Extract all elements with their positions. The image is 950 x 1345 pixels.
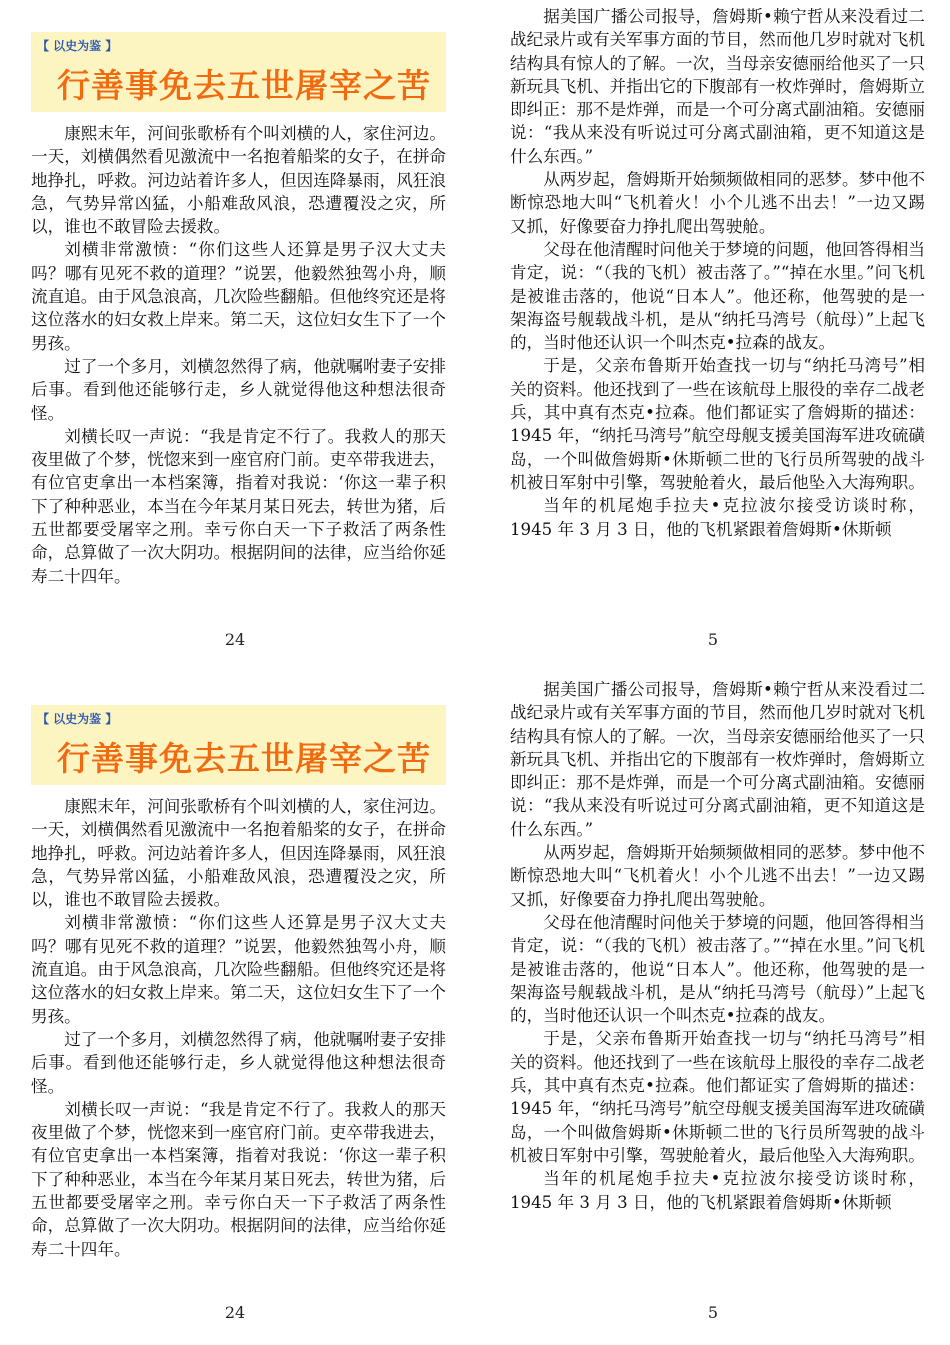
paragraph: 当年的机尾炮手拉夫•克拉波尔接受访谈时称，1945 年 3 月 3 日，他的飞机紧跟着詹姆斯•休斯顿 (510, 496, 925, 539)
paragraph: 过了一个多月，刘横忽然得了病，他就嘱咐妻子安排后事。看到他还能够行走，乡人就觉得他这种想法很奇怪。 (31, 356, 446, 423)
article-title: 行善事免去五世屠宰之苦 (57, 739, 431, 778)
article-body (510, 673, 925, 1214)
page-number-left: 24 (224, 1303, 246, 1322)
page-spread-top (0, 0, 950, 672)
section-tag: 【 以史为鉴 】 (37, 39, 118, 53)
paragraph: 康熙末年，河间张歌桥有个叫刘横的人，家住河边。一天，刘横偶然看见激流中一名抱着船桨的女子，在拼命地挣扎，呼救。河边站着许多人，但因连降暴雨，风狂浪急，气势异常凶猛，小船难敌风浪，恐遭覆没之灾，所以，谁也不敢冒险去援救。 (31, 797, 446, 910)
paragraph: 据美国广播公司报导，詹姆斯•赖宁哲从来没看过二战纪录片或有关军事方面的节目，然而他几岁时就对飞机结构具有惊人的了解。一次，当母亲安德丽给他买了一只新玩具飞机、并指出它的下腹部有一枚炸弹时，詹姆斯立即纠正：那不是炸弹，而是一个可分离式副油箱。安德丽说：“我从来没有听说过可分离式副油箱，更不知道这是什么东西。” (510, 7, 925, 166)
paragraph: 过了一个多月，刘横忽然得了病，他就嘱咐妻子安排后事。看到他还能够行走，乡人就觉得他这种想法很奇怪。 (31, 1029, 446, 1096)
paragraph: 康熙末年，河间张歌桥有个叫刘横的人，家住河边。一天，刘横偶然看见激流中一名抱着船桨的女子，在拼命地挣扎，呼救。河边站着许多人，但因连降暴雨，风狂浪急，气势异常凶猛，小船难敌风浪，恐遭覆没之灾，所以，谁也不敢冒险去援救。 (31, 124, 446, 237)
paragraph: 父母在他清醒时问他关于梦境的问题，他回答得相当肯定，说：“（我的飞机）被击落了。”“掉在水里。”问飞机是被谁击落的，他说“日本人”。他还称，他驾驶的是一架海盗号舰载战斗机，是从“纳托马湾号（航母）”上起飞的，当时他还认识一个叫杰克•拉森的战友。 (510, 239, 925, 353)
paragraph: 刘横非常激愤：“你们这些人还算是男子汉大丈夫吗？哪有见死不救的道理？”说罢，他毅然独驾小舟，顺流直追。由于风急浪高，几次险些翻船。但他终究还是将这位落水的妇女救上岸来。第二天，这位妇女生下了一个男孩。 (31, 240, 446, 353)
left-page (31, 0, 446, 588)
article-header (31, 705, 446, 785)
article-body (31, 795, 446, 1261)
page-number-right: 5 (707, 630, 719, 649)
page-spread-bottom (0, 673, 950, 1345)
paragraph: 当年的机尾炮手拉夫•克拉波尔接受访谈时称，1945 年 3 月 3 日，他的飞机紧跟着詹姆斯•休斯顿 (510, 1169, 925, 1212)
paragraph: 刘横长叹一声说：“我是肯定不行了。我救人的那天夜里做了个梦，恍惚来到一座官府门前。吏卒带我进去，有位官吏拿出一本档案簿，指着对我说：‘你这一辈子积下了种种恶业，本当在今年某月某日死去，转世为猪，后五世都要受屠宰之刑。幸亏你白天一下子救活了两条性命，总算做了一次大阴功。根据阴间的法律，应当给你延寿二十四年。 (31, 1099, 446, 1259)
page-number-left: 24 (224, 630, 246, 649)
article-body (510, 0, 925, 541)
paragraph: 据美国广播公司报导，詹姆斯•赖宁哲从来没看过二战纪录片或有关军事方面的节目，然而他几岁时就对飞机结构具有惊人的了解。一次，当母亲安德丽给他买了一只新玩具飞机、并指出它的下腹部有一枚炸弹时，詹姆斯立即纠正：那不是炸弹，而是一个可分离式副油箱。安德丽说：“我从来没有听说过可分离式副油箱，更不知道这是什么东西。” (510, 680, 925, 839)
section-tag: 【 以史为鉴 】 (37, 712, 118, 726)
article-body (31, 122, 446, 588)
paragraph: 刘横长叹一声说：“我是肯定不行了。我救人的那天夜里做了个梦，恍惚来到一座官府门前。吏卒带我进去，有位官吏拿出一本档案簿，指着对我说：‘你这一辈子积下了种种恶业，本当在今年某月某日死去，转世为猪，后五世都要受屠宰之刑。幸亏你白天一下子救活了两条性命，总算做了一次大阴功。根据阴间的法律，应当给你延寿二十四年。 (31, 426, 446, 586)
paragraph: 父母在他清醒时问他关于梦境的问题，他回答得相当肯定，说：“（我的飞机）被击落了。”“掉在水里。”问飞机是被谁击落的，他说“日本人”。他还称，他驾驶的是一架海盗号舰载战斗机，是从“纳托马湾号（航母）”上起飞的，当时他还认识一个叫杰克•拉森的战友。 (510, 912, 925, 1026)
paragraph: 从两岁起，詹姆斯开始频频做相同的恶梦。梦中他不断惊恐地大叫“飞机着火！小个儿逃不出去！”一边又踢又抓，好像要奋力挣扎爬出驾驶舱。 (510, 170, 925, 236)
article-title: 行善事免去五世屠宰之苦 (57, 66, 431, 105)
paragraph: 从两岁起，詹姆斯开始频频做相同的恶梦。梦中他不断惊恐地大叫“飞机着火！小个儿逃不出去！”一边又踢又抓，好像要奋力挣扎爬出驾驶舱。 (510, 843, 925, 909)
page-number-right: 5 (707, 1303, 719, 1322)
article-header (31, 32, 446, 112)
paragraph: 于是，父亲布鲁斯开始查找一切与“纳托马湾号”相关的资料。他还找到了一些在该航母上服役的幸存二战老兵，其中真有杰克•拉森。他们都证实了詹姆斯的描述：1945 年，“纳托马湾号”航空母舰支援美国海军进攻硫磺岛，一个叫做詹姆斯•休斯顿二世的飞行员所驾驶的战斗机被日军射中引擎，驾驶舱着火，最后他坠入大海殉职。 (510, 1029, 925, 1165)
right-page (510, 673, 925, 1214)
paragraph: 刘横非常激愤：“你们这些人还算是男子汉大丈夫吗？哪有见死不救的道理？”说罢，他毅然独驾小舟，顺流直追。由于风急浪高，几次险些翻船。但他终究还是将这位落水的妇女救上岸来。第二天，这位妇女生下了一个男孩。 (31, 913, 446, 1026)
paragraph: 于是，父亲布鲁斯开始查找一切与“纳托马湾号”相关的资料。他还找到了一些在该航母上服役的幸存二战老兵，其中真有杰克•拉森。他们都证实了詹姆斯的描述：1945 年，“纳托马湾号”航空母舰支援美国海军进攻硫磺岛，一个叫做詹姆斯•休斯顿二世的飞行员所驾驶的战斗机被日军射中引擎，驾驶舱着火，最后他坠入大海殉职。 (510, 356, 925, 492)
right-page (510, 0, 925, 541)
left-page (31, 673, 446, 1261)
